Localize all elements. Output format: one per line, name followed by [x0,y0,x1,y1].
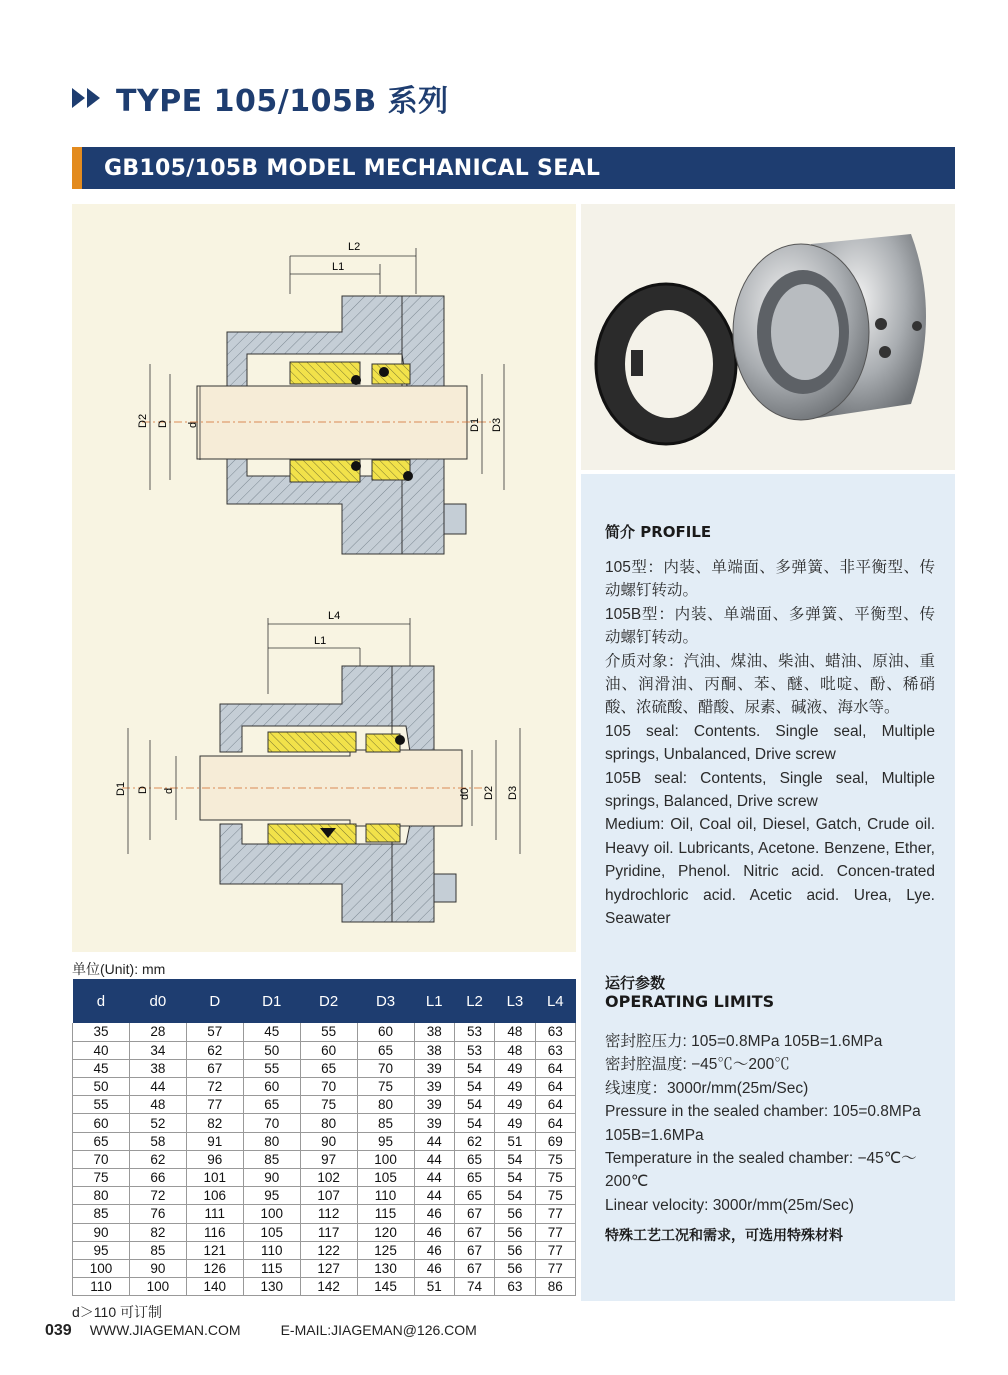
dim-d-b: d [163,787,175,794]
table-cell: 39 [414,1096,454,1114]
title-text: TYPE 105/105B 系列 [116,84,449,119]
table-cell: 65 [300,1059,357,1077]
table-row [73,1041,576,1059]
table-cell: 112 [300,1205,357,1223]
table-cell: 95 [73,1241,130,1259]
table-cell: 97 [300,1150,357,1168]
table-row [73,1223,576,1241]
table-cell: 95 [243,1187,300,1205]
double-chevron-icon [72,88,102,108]
table-cell: 64 [535,1078,575,1096]
table-cell: 105 [357,1169,414,1187]
table-cell: 85 [73,1205,130,1223]
table-cell: 70 [357,1059,414,1077]
table-cell: 75 [357,1078,414,1096]
table-cell: 65 [357,1041,414,1059]
table-cell: 63 [495,1278,535,1296]
table-cell: 28 [129,1023,186,1041]
table-cell: 106 [186,1187,243,1205]
table-row [73,1278,576,1296]
table-cell: 51 [414,1278,454,1296]
profile-line: 介质对象：汽油、煤油、柴油、蜡油、原油、重油、润滑油、丙酮、苯、醚、吡啶、酚、稀硝酸、浓硫酸、醋酸、尿素、碱液、海水等。 [605,652,935,717]
table-cell: 120 [357,1223,414,1241]
table-cell: 85 [129,1241,186,1259]
table-cell: 95 [357,1132,414,1150]
dim-L1-b: L1 [314,635,327,647]
limits-line: 密封腔温度: −45℃～200℃ [605,1056,790,1074]
table-cell: 67 [454,1223,494,1241]
table-cell: 52 [129,1114,186,1132]
table-cell: 101 [186,1169,243,1187]
table-row [73,1114,576,1132]
table-cell: 145 [357,1278,414,1296]
table-cell: 90 [129,1259,186,1277]
dim-D-b: D [137,786,149,794]
table-cell: 38 [414,1041,454,1059]
table-cell: 54 [495,1187,535,1205]
banner-title: GB105/105B MODEL MECHANICAL SEAL [104,155,601,181]
table-cell: 48 [495,1041,535,1059]
table-cell: 77 [535,1223,575,1241]
table-cell: 56 [495,1223,535,1241]
table-cell: 46 [414,1205,454,1223]
table-cell: 116 [186,1223,243,1241]
dim-D3-b: D3 [507,785,519,800]
profile-line: 105B seal: Contents, Single seal, Multiple springs, Balanced, Drive screw [605,769,935,811]
dim-D2: D2 [137,413,149,428]
table-cell: 76 [129,1205,186,1223]
table-cell: 54 [454,1078,494,1096]
table-cell: 115 [243,1259,300,1277]
footer [45,1322,477,1340]
limits-line: Pressure in the sealed chamber: 105=0.8MPa 105B=1.6MPa [605,1103,921,1144]
table-cell: 65 [243,1096,300,1114]
col-header: d0 [129,979,186,1023]
table-cell: 50 [73,1078,130,1096]
table-cell: 100 [129,1278,186,1296]
col-header: L1 [414,979,454,1023]
table-cell: 55 [73,1096,130,1114]
table-cell: 77 [186,1096,243,1114]
table-row [73,1132,576,1150]
table-cell: 77 [535,1205,575,1223]
table-cell: 80 [300,1114,357,1132]
table-cell: 64 [535,1059,575,1077]
table-cell: 56 [495,1259,535,1277]
table-cell: 130 [357,1259,414,1277]
dim-D3: D3 [491,417,503,432]
table-cell: 90 [243,1169,300,1187]
table-cell: 48 [129,1096,186,1114]
table-cell: 77 [535,1241,575,1259]
table-cell: 60 [243,1078,300,1096]
technical-drawings [72,204,576,952]
table-row [73,1023,576,1041]
product-photo [581,204,955,470]
table-cell: 80 [357,1096,414,1114]
dim-L4: L4 [328,610,341,622]
table-cell: 75 [535,1169,575,1187]
seal-product-image [581,204,955,470]
dim-D2-b: D2 [483,785,495,800]
table-cell: 85 [357,1114,414,1132]
table-cell: 46 [414,1241,454,1259]
table-cell: 102 [300,1169,357,1187]
table-cell: 39 [414,1078,454,1096]
table-cell: 44 [414,1169,454,1187]
table-cell: 45 [243,1023,300,1041]
table-cell: 44 [414,1187,454,1205]
table-cell: 67 [454,1205,494,1223]
limits-line: 密封腔压力: 105=0.8MPa 105B=1.6MPa [605,1033,883,1050]
table-cell: 54 [495,1150,535,1168]
table-cell: 105 [243,1223,300,1241]
table-cell: 65 [454,1187,494,1205]
table-cell: 100 [73,1259,130,1277]
section-banner [72,147,955,189]
table-cell: 142 [300,1278,357,1296]
table-cell: 85 [243,1150,300,1168]
table-cell: 46 [414,1223,454,1241]
table-cell: 63 [535,1023,575,1041]
table-cell: 96 [186,1150,243,1168]
col-header: D1 [243,979,300,1023]
banner-accent [72,147,82,189]
table-cell: 91 [186,1132,243,1150]
table-cell: 70 [243,1114,300,1132]
profile-line: 105型：内装、单端面、多弹簧、非平衡型、传动螺钉转动。 [605,559,935,600]
table-cell: 48 [495,1023,535,1041]
page-number: 039 [45,1322,72,1339]
table-cell: 62 [186,1041,243,1059]
table-cell: 67 [454,1241,494,1259]
profile-line: Medium: Oil, Coal oil, Diesel, Gatch, Crude oil. Heavy oil. Lubricants, Acetone. Benzene, Ether, Pyridine, Phenol. Nitric acid. Concen-trated hydrochloric acid. Acetic acid. Urea, Lye. Seawater [605,816,935,928]
table-cell: 117 [300,1223,357,1241]
table-cell: 54 [454,1059,494,1077]
drawing-panel [72,204,576,952]
email-link[interactable]: E-MAIL:JIAGEMAN@126.COM [280,1322,477,1338]
dim-L1: L1 [332,261,345,273]
table-cell: 65 [454,1169,494,1187]
table-cell: 60 [73,1114,130,1132]
table-cell: 49 [495,1114,535,1132]
table-cell: 130 [243,1278,300,1296]
table-cell: 55 [300,1023,357,1041]
table-cell: 39 [414,1114,454,1132]
dimension-table [72,979,576,1296]
table-cell: 80 [73,1187,130,1205]
table-cell: 38 [129,1059,186,1077]
table-cell: 140 [186,1278,243,1296]
table-header-row [73,979,576,1023]
limits-heading-cn: 运行参数 [605,974,666,992]
table-cell: 60 [300,1041,357,1059]
table-cell: 57 [186,1023,243,1041]
unit-label: 单位(Unit): mm [72,961,166,977]
profile-line: 105 seal: Contents. Single seal, Multiple springs, Unbalanced, Drive screw [605,722,935,764]
table-cell: 45 [73,1059,130,1077]
table-row [73,1150,576,1168]
dim-D: D [157,420,169,428]
table-row [73,1259,576,1277]
table-cell: 64 [535,1114,575,1132]
table-row [73,1187,576,1205]
table-cell: 62 [454,1132,494,1150]
limits-line: Linear velocity: 3000r/mm(25m/Sec) [605,1196,854,1214]
table-cell: 90 [300,1132,357,1150]
drawing-type-105b [115,610,520,922]
table-row [73,1241,576,1259]
table-cell: 35 [73,1023,130,1041]
table-cell: 56 [495,1241,535,1259]
table-cell: 60 [357,1023,414,1041]
table-cell: 39 [414,1059,454,1077]
table-cell: 54 [454,1096,494,1114]
table-cell: 110 [73,1278,130,1296]
table-cell: 40 [73,1041,130,1059]
info-panel [581,474,955,1301]
table-cell: 44 [414,1150,454,1168]
drawing-type-105 [137,241,504,554]
table-cell: 54 [495,1169,535,1187]
table-cell: 53 [454,1041,494,1059]
table-cell: 127 [300,1259,357,1277]
table-cell: 62 [129,1150,186,1168]
table-cell: 72 [129,1187,186,1205]
table-cell: 77 [535,1259,575,1277]
special-note: 特殊工艺工况和需求，可选用特殊材料 [605,1228,843,1244]
table-cell: 44 [414,1132,454,1150]
table-cell: 107 [300,1187,357,1205]
limits-text [605,1030,945,1217]
table-cell: 34 [129,1041,186,1059]
table-cell: 70 [300,1078,357,1096]
table-cell: 51 [495,1132,535,1150]
table-cell: 49 [495,1059,535,1077]
table-cell: 90 [73,1223,130,1241]
table-cell: 56 [495,1205,535,1223]
table-cell: 74 [454,1278,494,1296]
col-header: L3 [495,979,535,1023]
table-cell: 50 [243,1041,300,1059]
col-header: D [186,979,243,1023]
profile-line: 105B型：内装、单端面、多弹簧、平衡型、传动螺钉转动。 [605,605,935,647]
page-title [72,78,449,118]
dim-L2: L2 [348,241,361,253]
dim-D1-b: D1 [115,781,127,796]
table-cell: 75 [73,1169,130,1187]
table-cell: 80 [243,1132,300,1150]
table-cell: 44 [129,1078,186,1096]
dim-d0: d0 [459,787,471,800]
table-cell: 63 [535,1041,575,1059]
table-cell: 75 [535,1150,575,1168]
col-header: L4 [535,979,575,1023]
profile-heading: 简介 PROFILE [605,523,712,541]
table-cell: 64 [535,1096,575,1114]
table-cell: 82 [129,1223,186,1241]
col-header: D3 [357,979,414,1023]
table-cell: 72 [186,1078,243,1096]
limits-line: 线速度：3000r/mm(25m/Sec) [605,1079,809,1097]
dim-D1: D1 [469,417,481,432]
table-cell: 75 [300,1096,357,1114]
table-cell: 49 [495,1078,535,1096]
table-cell: 111 [186,1205,243,1223]
table-cell: 110 [243,1241,300,1259]
col-header: L2 [454,979,494,1023]
table-row [73,1096,576,1114]
table-cell: 65 [73,1132,130,1150]
table-cell: 121 [186,1241,243,1259]
table-cell: 75 [535,1187,575,1205]
table-cell: 65 [454,1150,494,1168]
table-body [73,1023,576,1296]
custom-note: d＞110 可订制 [72,1304,162,1320]
table-cell: 115 [357,1205,414,1223]
table-row [73,1205,576,1223]
table-cell: 86 [535,1278,575,1296]
table-cell: 38 [414,1023,454,1041]
table-cell: 49 [495,1096,535,1114]
table-cell: 66 [129,1169,186,1187]
table-cell: 53 [454,1023,494,1041]
table-cell: 100 [243,1205,300,1223]
table-cell: 54 [454,1114,494,1132]
table-cell: 70 [73,1150,130,1168]
col-header: D2 [300,979,357,1023]
table-row [73,1078,576,1096]
profile-text [605,556,935,931]
limits-line: Temperature in the sealed chamber: −45℃～200℃ [605,1150,917,1191]
table-cell: 125 [357,1241,414,1259]
table-cell: 122 [300,1241,357,1259]
table-cell: 55 [243,1059,300,1077]
table-cell: 46 [414,1259,454,1277]
table-cell: 58 [129,1132,186,1150]
table-cell: 100 [357,1150,414,1168]
table-cell: 82 [186,1114,243,1132]
table-cell: 110 [357,1187,414,1205]
col-header: d [73,979,130,1023]
dim-d: d [187,421,199,428]
website-link[interactable]: WWW.JIAGEMAN.COM [89,1322,241,1338]
table-row [73,1169,576,1187]
table-cell: 67 [454,1259,494,1277]
table-cell: 126 [186,1259,243,1277]
table-cell: 69 [535,1132,575,1150]
table-row [73,1059,576,1077]
limits-heading-en: OPERATING LIMITS [605,992,775,1011]
table-cell: 67 [186,1059,243,1077]
